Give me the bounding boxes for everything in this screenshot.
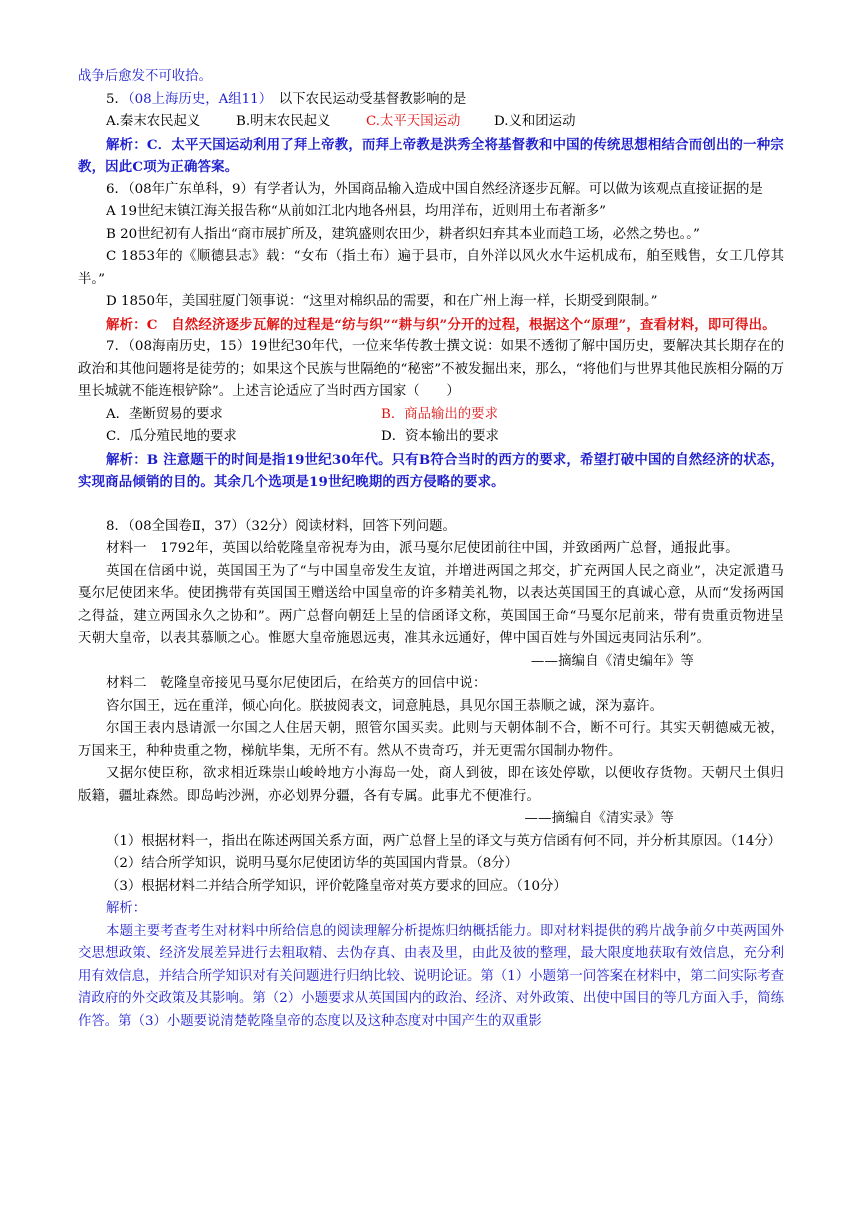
continued-text: 战争后愈发不可收拾。: [78, 69, 212, 84]
q5-option-b: B.明末农民起义: [236, 114, 331, 129]
question-8-analysis-label: 解析：: [106, 901, 147, 916]
question-8-stem: 8．（08全国卷Ⅱ，37）（32分）阅读材料，回答下列问题。: [106, 518, 456, 534]
material-2-para-3: 又据尔使臣称，欲求相近珠崇山峻岭地方小海岛一处，商人到彼，即在该处停歇，以便收存货物。天朝尺土俱归版籍，疆址森然。即岛屿沙洲，亦必划界分疆，各有专属。此事尤不便准行。: [78, 766, 784, 804]
q7-options-row-1: [78, 404, 784, 427]
question-5-options: [78, 111, 784, 134]
material-1-body: 英国在信函中说，英国国王为了“与中国皇帝发生友谊，并增进两国之邦交，扩充两国人民之商业”，决定派遣马戛尔尼使团来华。使团携带有英国国王赠送给中国皇帝的许多精美礼物，以表达英国国王的真诚心意，从而“发扬两国之得益，建立两国永久之协和”。两广总督向朝廷上呈的信函译文称，英国国王命“马戛尔尼前来，带有贵重贡物进呈天朝大皇帝，以表其慕顺之心。惟愿大皇帝施恩远夷，准其永远通好，俾中国百姓与外国远夷同沾乐利”。: [78, 563, 784, 646]
material-2-para-1: 咨尔国王，远在重洋，倾心向化。朕披阅表文，词意肫恳，具见尔国王恭顺之诚，深为嘉许。: [106, 698, 664, 714]
question-5-source: （08上海历史，A组11）: [127, 91, 266, 107]
question-8-sub-1: （1）根据材料一，指出在陈述两国关系方面，两广总督上呈的译文与英方信函有何不同，并分析其原因。（14分）: [106, 833, 781, 849]
q7-option-a: A．垄断贸易的要求: [106, 406, 223, 422]
question-5-text: 以下农民运动受基督教影响的是: [278, 91, 467, 107]
q6-option-d: D 1850年，美国驻厦门领事说：“这里对棉织品的需要，和在广州上海一样，长期受到限制。”: [106, 294, 658, 309]
q5-option-d: D.义和团运动: [494, 114, 576, 129]
q7-option-c: C．瓜分殖民地的要求: [106, 429, 237, 444]
question-6-stem: 6．（08年广东单科，9）有学者认为，外国商品输入造成中国自然经济逐步瓦解。可以做为该观点直接证据的是: [106, 181, 763, 197]
question-7-stem: 7．（08海南历史，15）19世纪30年代，一位来华传教士撰文说：如果不透彻了解中国历史，要解决其长期存在的政治和其他问题将是徒劳的；如果这个民族与世隔绝的“秘密”不被发掘出来，那么，“将他们与世界其他民族相分隔的万里长城就不能连根铲除”。上述言论适应了当时西方国家（ ）: [78, 339, 784, 399]
material-2-para-2: 尔国王表内恳请派一尔国之人住居天朝，照管尔国买卖。此则与天朝体制不合，断不可行。其实天朝德威无被，万国来王，种种贵重之物，梯航毕集，无所不有。然从不贵奇巧，并无更需尔国制办物件。: [78, 721, 784, 759]
material-2-intro: 材料二 乾隆皇帝接见马戛尔尼使团后，在给英方的回信中说：: [106, 676, 487, 691]
q6-option-a: A 19世纪末镇江海关报告称“从前如江北内地各州县，均用洋布，近则用土布者渐多”: [106, 204, 606, 219]
material-1-source: ——摘编自《清史编年》等: [530, 653, 694, 669]
q6-option-c: C 1853年的《顺德县志》载：“女布（指土布）遍于县市，自外洋以风火水牛运机成布，舶至贱售，女工几停其半。”: [78, 249, 784, 287]
document-page: [78, 66, 784, 1033]
q7-option-b: B．商品输出的要求: [381, 406, 498, 422]
question-5-analysis: 解析：C．太平天国运动利用了拜上帝教，而拜上帝教是洪秀全将基督教和中国的传统思想相结合而创出的一种宗教，因此C项为正确答案。: [78, 136, 784, 175]
question-8-analysis-body: 本题主要考查考生对材料中所给信息的阅读理解分析提炼归纳概括能力。即对材料提供的鸦片战争前夕中英两国外交思想政策、经济发展差异进行去粗取精、去伪存真、由表及里，由此及彼的整理，最大限度地获取有效信息，充分利用有效信息，并结合所学知识对有关问题进行归纳比较、说明论证。第（1）小题第一问答案在材料中，第二问实际考查清政府的外交政策及其影响。第（2）小题要求从英国国内的政治、经济、对外政策、出使中国目的等几方面入手，简练作答。第（3）小题要说清楚乾隆皇帝的态度以及这种态度对中国产生的双重影: [78, 923, 784, 1029]
question-5-stem: [78, 89, 784, 112]
q6-option-b: B 20世纪初有人指出“商市展扩所及，建筑盛则农田少，耕者织妇弃其本业而趋工场，必然之势也。。”: [106, 226, 700, 242]
question-6-analysis: 解析：C 自然经济逐步瓦解的过程是“纺与织”“耕与织”分开的过程，根据这个“原理”，查看材料，即可得出。: [106, 316, 776, 333]
material-2-source: ——摘编自《清实录》等: [524, 811, 674, 826]
question-5-number: 5．: [106, 91, 128, 107]
q5-option-a: A.秦末农民起义: [106, 114, 201, 129]
material-1-intro: 材料一 1792年，英国以给乾隆皇帝祝寿为由，派马戛尔尼使团前往中国，并致函两广总督，通报此事。: [106, 541, 739, 556]
q5-option-c: C.太平天国运动: [366, 114, 461, 129]
spacer: [78, 494, 784, 516]
question-8-sub-2: （2）结合所学知识，说明马戛尔尼使团访华的英国国内背景。（8分）: [106, 856, 519, 871]
q7-options-row-2: [78, 426, 784, 449]
question-7-analysis: 解析：B 注意题干的时间是指19世纪30年代。只有B符合当时的西方的要求，希望打破中国的自然经济的状态，实现商品倾销的目的。其余几个选项是19世纪晚期的西方侵略的要求。: [78, 451, 784, 490]
question-8-sub-3: （3）根据材料二并结合所学知识，评价乾隆皇帝对英方要求的回应。（10分）: [106, 878, 567, 894]
q7-option-d: D．资本输出的要求: [381, 429, 499, 444]
